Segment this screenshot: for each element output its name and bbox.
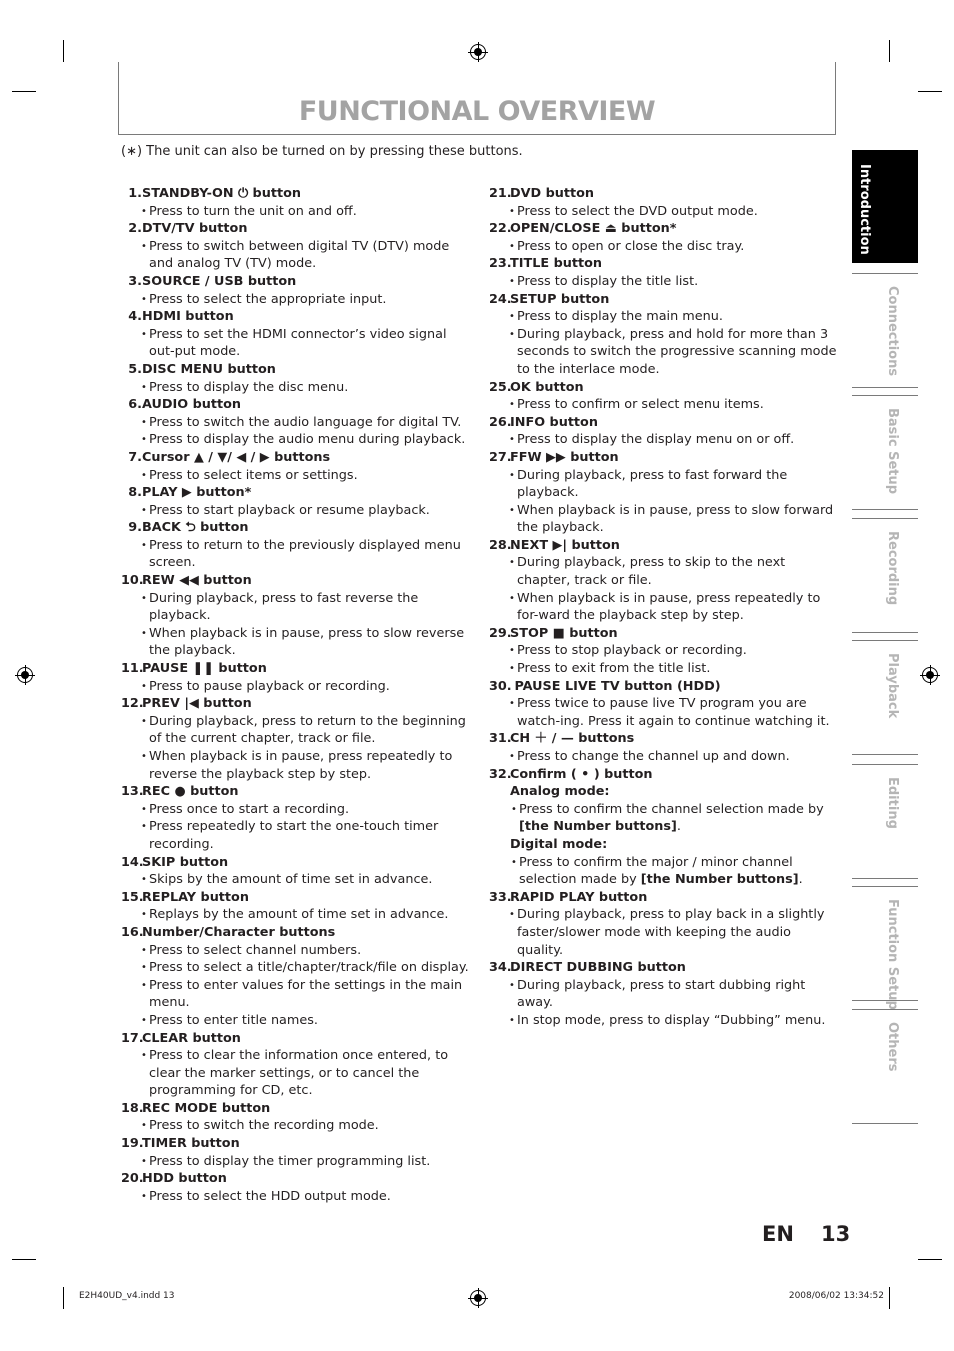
list-item [121,924,471,1030]
bullet-text: • Press to confirm or select menu items. [489,396,837,414]
bullet-text: • Press to clear the information once entered, to clear the marker settings, or to cancel the programming for CD, etc. [121,1047,471,1100]
bullet-text: • Press to set the HDMI connector’s video signal out-put mode. [121,326,471,361]
bullet-text: • Press to exit from the title list. [489,660,837,678]
list-item [121,273,471,308]
bullet-text-bold: [the Number buttons] [640,872,799,888]
list-item [121,783,471,853]
item-heading [489,889,837,907]
bullet-text: • During playback, press to start dubbing right away. [489,977,837,1012]
item-number: 24. [489,291,512,307]
list-item [489,730,837,765]
list-item [121,185,471,220]
bullet-text: • Press to select a title/chapter/track/file on display. [121,959,471,977]
registration-mark-icon [470,1290,486,1306]
item-number: 7. [128,449,142,465]
tab-basic-setup [852,395,918,510]
item-number: 27. [489,449,512,465]
list-item [121,695,471,783]
item-title: REC MODE button [142,1100,271,1116]
tab-recording [852,518,918,633]
crop-mark [889,40,890,62]
item-title: BACK ⮌ button [142,520,249,536]
bullet-text: • Press to switch the audio language for digital TV. [121,414,471,432]
list-item [121,889,471,924]
crop-mark [63,40,64,62]
crop-mark [889,1287,890,1309]
bullet-text: • Press to select items or settings. [121,467,471,485]
item-number: 9. [128,520,142,536]
item-heading [121,572,471,590]
bullet-text: • Press to display the main menu. [489,308,837,326]
item-number: 31. [489,731,512,747]
list-item [121,396,471,449]
bullet-text: • Press to stop playback or recording. [489,642,837,660]
bullet-text: • During playback, press to skip to the next chapter, track or file. [489,554,837,589]
item-title: INFO button [510,414,598,430]
list-item [489,291,837,379]
list-item [121,449,471,484]
item-heading [121,1030,471,1048]
item-heading [121,924,471,942]
tab-label: Connections [885,286,900,377]
list-item [121,361,471,396]
item-title: RAPID PLAY button [510,889,648,905]
item-title: STANDBY-ON ⏻ button [142,186,301,201]
bullet-text: • Replays by the amount of time set in advance. [121,906,471,924]
item-title: DIRECT DUBBING button [510,960,686,976]
list-item [121,1100,471,1135]
list-item [121,220,471,273]
list-item [121,854,471,889]
item-heading [489,414,837,432]
bullet-text [489,801,837,836]
item-heading [489,678,837,696]
bullet-text: • Press once to start a recording. [121,801,471,819]
crop-mark [12,91,36,92]
item-title: REC ● button [142,784,239,800]
item-number: 3. [128,273,142,289]
item-number: 4. [128,309,142,325]
registration-mark-icon [17,667,33,683]
item-number: 17. [121,1030,144,1046]
list-item [121,660,471,695]
item-heading [121,783,471,801]
item-title: PAUSE LIVE TV button (HDD) [510,678,721,694]
item-heading [121,484,471,502]
item-title: SKIP button [142,854,229,870]
tab-editing [852,764,918,879]
bullet-text: • When playback is in pause, press repeatedly to reverse the playback step by step. [121,748,471,783]
item-heading [489,959,837,977]
item-heading [489,449,837,467]
item-number: 14. [121,854,144,870]
tab-label: Introduction [857,164,872,255]
tab-label: Function Setup [885,899,900,1010]
list-item [489,766,837,889]
item-heading [489,220,837,238]
crop-mark [918,1259,942,1260]
bullet-text-part: Press to confirm the major / minor channel selection made by [519,854,793,888]
item-title: PLAY ▶ button* [142,485,252,501]
item-number: 10. [121,573,144,589]
bullet-text: • Press to change the channel up and down. [489,748,837,766]
bullet-text: • During playback, press to fast forward the playback. [489,467,837,502]
item-heading [121,695,471,713]
item-number: 32. [489,766,512,782]
item-title: SETUP button [510,291,610,307]
bullet-text: • Press to return to the previously displayed menu screen. [121,537,471,572]
list-item [489,625,837,678]
item-heading [489,185,837,203]
item-heading [121,1170,471,1188]
bullet-text: • During playback, press and hold for more than 3 seconds to switch the progressive scanning mode to the interlace mode. [489,326,837,379]
bullet-text-bold: [the Number buttons] [519,819,677,835]
mode-heading: Digital mode: [510,836,608,852]
tab-others [852,1009,918,1124]
tab-introduction [852,150,918,263]
item-title: Confirm ( • ) button [510,766,653,782]
item-title: SOURCE / USB button [142,273,297,289]
item-title: PREV |◀ button [142,696,252,712]
title-frame [118,62,836,135]
item-number: 6. [128,397,142,413]
item-title: DISC MENU button [142,361,276,377]
list-item [489,889,837,959]
item-heading [489,255,837,273]
page-language: EN [762,1222,794,1246]
list-item [121,572,471,660]
list-item [489,537,837,625]
tab-label: Others [885,1022,900,1072]
item-number: 19. [121,1136,144,1152]
item-heading [121,185,471,203]
item-heading [121,519,471,537]
item-heading [489,291,837,309]
footer-file: E2H40UD_v4.indd 13 [79,1291,175,1301]
bullet-text: • Press to display the audio menu during playback. [121,431,471,449]
power-on-note: (∗) The unit can also be turned on by pressing these buttons. [121,144,523,159]
item-number: 33. [489,889,512,905]
bullet-text-end: . [798,872,803,888]
registration-mark-icon [922,667,938,683]
bullet-text: • Press to select the HDD output mode. [121,1188,471,1206]
item-heading [121,660,471,678]
item-heading [489,537,837,555]
item-heading [121,1100,471,1118]
bullet-text: • During playback, press to return to the beginning of the current chapter, track or file. [121,713,471,748]
bullet-text: • Press to switch the recording mode. [121,1117,471,1135]
item-heading [489,379,837,397]
page-number: 13 [821,1222,851,1246]
list-item [121,1135,471,1170]
mode-heading: Analog mode: [510,784,610,800]
item-number: 21. [489,186,512,201]
item-heading [121,361,471,379]
bullet-text: • When playback is in pause, press to slow reverse the playback. [121,625,471,660]
item-number: 11. [121,661,144,677]
item-title: Cursor ▲ / ▼/ ◀ / ▶ buttons [142,449,331,465]
list-item [121,519,471,572]
item-number: 15. [121,889,144,905]
item-heading [121,449,471,467]
list-item [489,379,837,414]
item-title: STOP ■ button [510,625,618,641]
item-heading [121,220,471,238]
bullet-text: • During playback, press to fast reverse the playback. [121,590,471,625]
crop-mark [63,1287,64,1309]
bullet-text: • Press to select the DVD output mode. [489,203,837,221]
tab-label: Recording [885,531,900,606]
footer-date: 2008/06/02 13:34:52 [788,1291,884,1301]
registration-mark-icon [470,44,486,60]
item-title: REW ◀◀ button [142,573,252,589]
bullet-text [489,854,837,889]
bullet-text: • When playback is in pause, press repeatedly to for-ward the playback step by step. [489,590,837,625]
list-item [121,308,471,361]
bullet-text: • When playback is in pause, press to slow forward the playback. [489,502,837,537]
crop-mark [918,91,942,92]
bullet-text: • Press to start playback or resume playback. [121,502,471,520]
item-number: 18. [121,1100,144,1116]
item-title: OK button [510,379,584,395]
bullet-text: • Press to pause playback or recording. [121,678,471,696]
list-item [489,449,837,537]
item-number: 12. [121,696,144,712]
bullet-text: • In stop mode, press to display “Dubbing” menu. [489,1012,837,1030]
item-title: FFW ▶▶ button [510,449,619,465]
list-item [489,220,837,255]
item-number: 28. [489,537,512,553]
bullet-text: • Press to enter title names. [121,1012,471,1030]
item-number: 26. [489,414,512,430]
bullet-text: • Press to display the timer programming list. [121,1153,471,1171]
bullet-text: • Press to select the appropriate input. [121,291,471,309]
item-heading [121,396,471,414]
list-item [121,1170,471,1205]
item-number: 30. [489,678,512,694]
item-heading [121,854,471,872]
bullet-text: • Press twice to pause live TV program you are watch-ing. Press it again to continue watching it. [489,695,837,730]
list-item [489,185,837,220]
item-title: PAUSE ❚❚ button [142,661,267,677]
item-title: REPLAY button [142,889,249,905]
item-number: 20. [121,1171,144,1187]
item-title: AUDIO button [142,397,242,413]
item-title: DTV/TV button [142,221,248,237]
item-heading [121,273,471,291]
tab-playback [852,640,918,755]
tab-label: Editing [885,777,900,829]
item-number: 8. [128,485,142,501]
bullet-text-part: Press to confirm the channel selection made by [519,801,824,817]
item-number: 34. [489,960,512,976]
bullet-text: • Press to turn the unit on and off. [121,203,471,221]
bullet-text-end: . [676,819,681,835]
bullet-text: • Press to enter values for the settings in the main menu. [121,977,471,1012]
item-number: 16. [121,924,144,940]
item-heading [489,730,837,748]
right-column [489,185,837,1030]
tab-function-setup [852,886,918,1010]
item-heading [121,889,471,907]
item-heading [489,625,837,643]
tab-connections [852,273,918,388]
bullet-text: • Press to select channel numbers. [121,942,471,960]
item-title: TITLE button [510,256,602,272]
list-item [489,255,837,290]
item-number: 1. [128,186,142,201]
item-heading [489,766,837,784]
item-title: Number/Character buttons [142,924,336,940]
left-column [121,185,471,1205]
item-number: 22. [489,221,512,237]
list-item [121,1030,471,1100]
page-title: FUNCTIONAL OVERVIEW [298,96,656,127]
item-number: 13. [121,784,144,800]
bullet-text: • Skips by the amount of time set in advance. [121,871,471,889]
bullet-text: • Press to display the display menu on or off. [489,431,837,449]
item-title: CH ＋ / — buttons [510,731,635,747]
item-title: CLEAR button [142,1030,241,1046]
tab-label: Playback [885,653,900,719]
item-heading [121,308,471,326]
list-item [489,959,837,1029]
item-title: HDD button [142,1171,227,1187]
bullet-text: • Press to display the title list. [489,273,837,291]
bullet-text: • During playback, press to play back in a slightly faster/slower mode with keeping the audio quality. [489,906,837,959]
list-item [121,484,471,519]
tab-label: Basic Setup [885,408,900,495]
bullet-text: • Press to switch between digital TV (DTV) mode and analog TV (TV) mode. [121,238,471,273]
item-heading [121,1135,471,1153]
item-title: OPEN/CLOSE ⏏ button* [510,221,677,237]
item-title: NEXT ▶| button [510,537,620,553]
item-title: HDMI button [142,309,234,325]
item-number: 23. [489,256,512,272]
item-number: 2. [128,221,142,237]
list-item [489,678,837,731]
item-title: TIMER button [142,1136,240,1152]
item-number: 5. [128,361,142,377]
bullet-text: • Press to open or close the disc tray. [489,238,837,256]
list-item [489,414,837,449]
item-number: 29. [489,625,512,641]
crop-mark [12,1259,36,1260]
item-title: DVD button [510,186,595,201]
bullet-text: • Press repeatedly to start the one-touch timer recording. [121,818,471,853]
item-number: 25. [489,379,512,395]
bullet-text: • Press to display the disc menu. [121,379,471,397]
